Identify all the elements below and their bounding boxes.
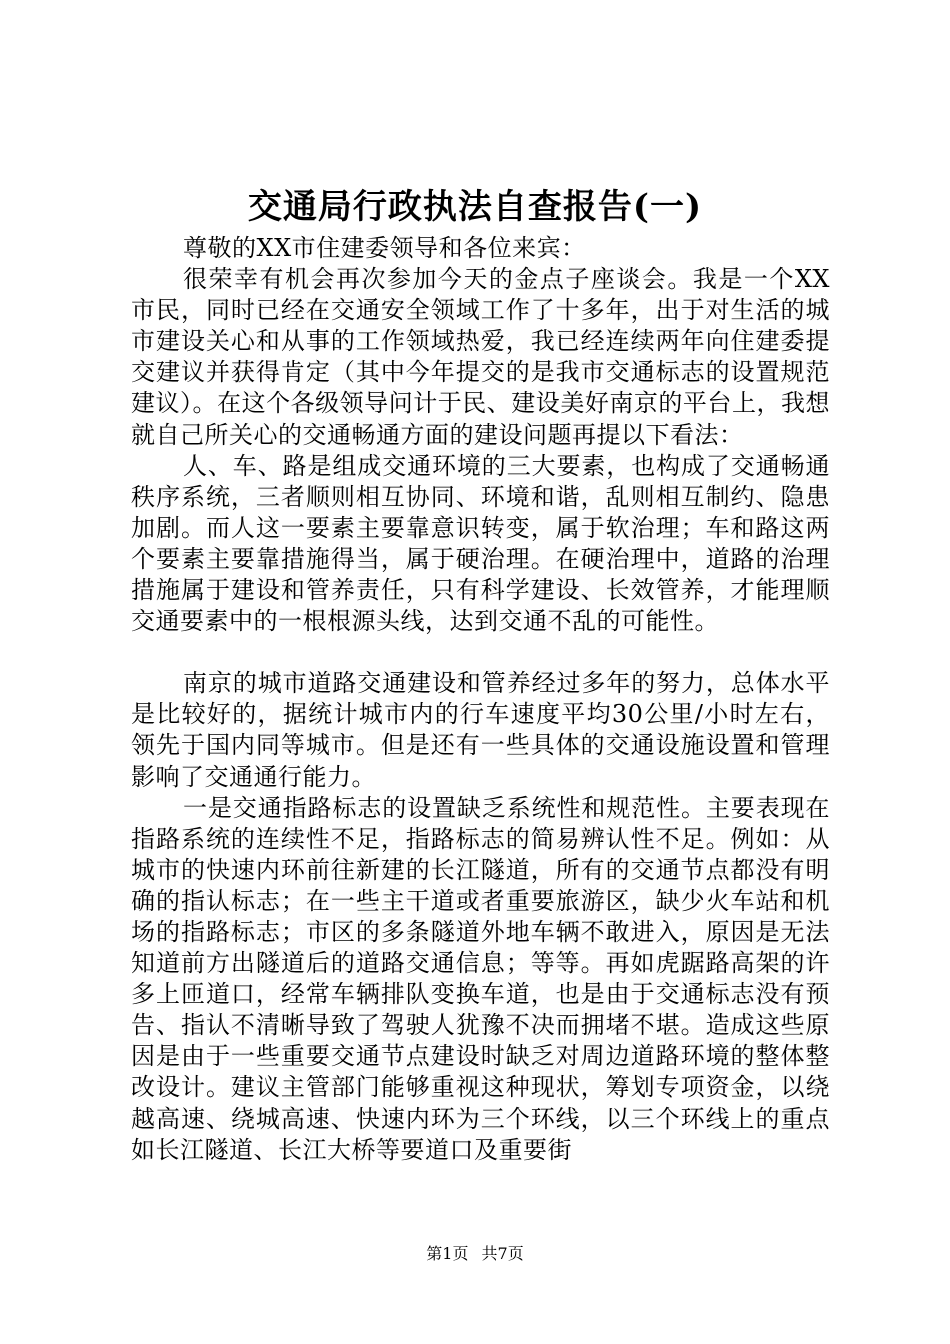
page-number: 第1页	[426, 1244, 469, 1263]
page-total: 共7页	[481, 1244, 524, 1263]
page-footer	[0, 1243, 950, 1265]
intro-paragraph: 很荣幸有机会再次参加今天的金点子座谈会。我是一个XX市民，同时已经在交通安全领域工作了十多年，出于对生活的城市建设关心和从事的工作领域热爱，我已经连续两年向住建委提交建议并获得肯定（其中今年提交的是我市交通标志的设置规范建议）。在这个各级领导问计于民、建设美好南京的平台上，我想就自己所关心的交通畅通方面的建设问题再提以下看法：	[131, 265, 830, 449]
traffic-elements-paragraph: 人、车、路是组成交通环境的三大要素，也构成了交通畅通秩序系统，三者顺则相互协同、环境和谐，乱则相互制约、隐患加剧。而人这一要素主要靠意识转变，属于软治理；车和路这两个要素主要靠措施得当，属于硬治理。在硬治理中，道路的治理措施属于建设和管养责任，只有科学建设、长效管养，才能理顺交通要素中的一根根源头线，达到交通不乱的可能性。	[131, 451, 830, 636]
document-body	[131, 233, 830, 1166]
issue-one-paragraph: 一是交通指路标志的设置缺乏系统性和规范性。主要表现在指路系统的连续性不足，指路标志的简易辨认性不足。例如：从城市的快速内环前往新建的长江隧道，所有的交通节点都没有明确的指认标志；在一些主干道或者重要旅游区，缺少火车站和机场的指路标志；市区的多条隧道外地车辆不敢进入，原因是无法知道前方出隧道后的道路交通信息；等等。再如虎踞路高架的许多上匝道口，经常车辆排队变换车道，也是由于交通标志没有预告、指认不清晰导致了驾驶人犹豫不决而拥堵不堪。造成这些原因是由于一些重要交通节点建设时缺乏对周边道路环境的整体整改设计。建议主管部门能够重视这种现状，筹划专项资金，以绕越高速、绕城高速、快速内环为三个环线，以三个环线上的重点如长江隧道、长江大桥等要道口及重要街	[131, 793, 830, 1164]
document-title: 交通局行政执法自查报告(一)	[247, 187, 703, 227]
salutation-paragraph: 尊敬的XX市住建委领导和各位来宾：	[183, 234, 586, 262]
nanjing-overview-paragraph: 南京的城市道路交通建设和管养经过多年的努力，总体水平是比较好的，据统计城市内的行车速度平均30公里/小时左右，领先于国内同等城市。但是还有一些具体的交通设施设置和管理影响了交通通行能力。	[131, 669, 830, 791]
